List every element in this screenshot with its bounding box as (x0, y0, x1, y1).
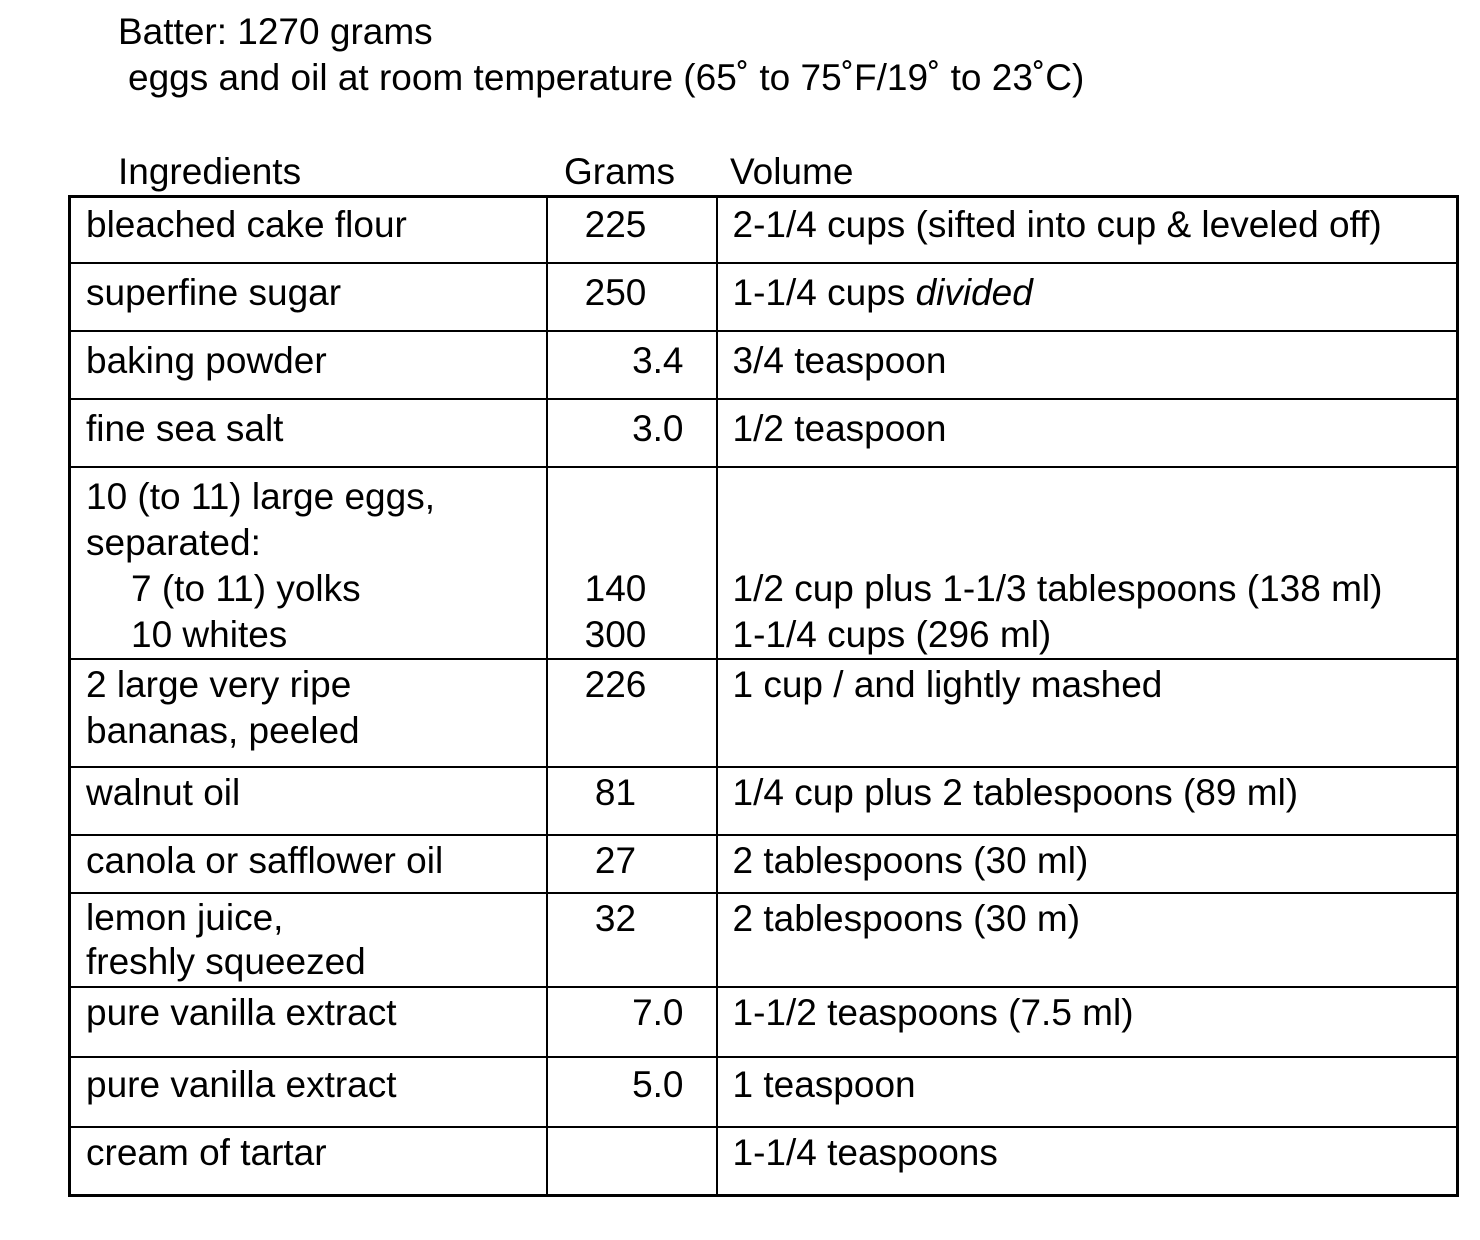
table-row (70, 197, 1458, 263)
grams-cell: 81 (547, 767, 717, 835)
ingredient-cell: walnut oil (70, 767, 547, 835)
table-row (70, 767, 1458, 835)
volume-cell: 1-1/2 teaspoons (7.5 ml) (717, 987, 1458, 1057)
grams-cell: 3.4 (547, 331, 717, 399)
volume-cell: 3/4 teaspoon (717, 331, 1458, 399)
subitem-yolks: 7 (to 11) yolks (131, 567, 361, 609)
column-header-ingredients: Ingredients (118, 151, 302, 192)
ingredient-cell (70, 893, 547, 987)
ingredients-table (68, 195, 1459, 1197)
grams-cell (547, 1127, 717, 1196)
volume-cell: 1/4 cup plus 2 tablespoons (89 ml) (717, 767, 1458, 835)
ingredient-cell: bleached cake flour (70, 197, 547, 263)
grams-cell: 32 (547, 893, 717, 987)
grams-cell: 7.0 (547, 987, 717, 1057)
volume-cell: 1 cup / and lightly mashed (717, 659, 1458, 767)
grams-cell: 250 (547, 263, 717, 331)
ingredient-cell: baking powder (70, 331, 547, 399)
volume-cell: 1-1/4 teaspoons (732, 1131, 998, 1173)
table-row (70, 659, 1458, 767)
volume-text: 1-1/4 cups (732, 271, 916, 313)
subitem-whites: 10 whites (131, 613, 288, 655)
ingredient-line: 10 (to 11) large eggs, (86, 475, 435, 517)
volume-cell (717, 263, 1458, 331)
volume-yolks: 1/2 cup plus 1-1/3 tablespoons (138 ml) (732, 567, 1383, 609)
grams-cell: 225 (547, 197, 717, 263)
volume-cell: 2-1/4 cups (sifted into cup & leveled off) (717, 197, 1458, 263)
ingredient-cell: pure vanilla extract (70, 987, 547, 1057)
table-row (70, 331, 1458, 399)
ingredient-cell (70, 659, 547, 767)
volume-cell: 2 tablespoons (30 ml) (717, 835, 1458, 893)
table-row (70, 399, 1458, 467)
ingredient-line: separated: (86, 521, 261, 563)
table-row (70, 1057, 1458, 1127)
ingredient-line: bananas, peeled (86, 709, 360, 751)
ingredient-cell: canola or safflower oil (70, 835, 547, 893)
ingredient-cell: fine sea salt (70, 399, 547, 467)
ingredient-line: 2 large very ripe (86, 663, 352, 705)
volume-cell (717, 467, 1458, 659)
grams-cell: 27 (547, 835, 717, 893)
batter-weight: 1270 grams (227, 11, 433, 52)
ingredient-line: lemon juice, (86, 896, 284, 938)
ingredient-cell: pure vanilla extract (70, 1057, 547, 1127)
grams-cell: 226 (547, 659, 717, 767)
volume-whites: 1-1/4 cups (296 ml) (732, 613, 1052, 655)
grams-cell (547, 467, 717, 659)
volume-cell: 2 tablespoons (30 m) (717, 893, 1458, 987)
grams-cell: 5.0 (547, 1057, 717, 1127)
table-row (70, 1127, 1458, 1196)
ingredient-line: freshly squeezed (86, 940, 366, 982)
volume-cell: 1 teaspoon (717, 1057, 1458, 1127)
volume-italic-note: divided (915, 271, 1033, 313)
table-row (70, 987, 1458, 1057)
ingredient-cell: superfine sugar (70, 263, 547, 331)
grams-yolks: 140 (584, 567, 647, 609)
table-row (70, 835, 1458, 893)
batter-heading: Batter: 1270 grams (118, 11, 433, 52)
ingredient-cell: cream of tartar (70, 1127, 547, 1196)
column-header-volume: Volume (730, 151, 854, 192)
grams-whites: 300 (584, 613, 647, 655)
ingredient-cell (70, 467, 547, 659)
grams-cell: 3.0 (547, 399, 717, 467)
volume-cell: 1/2 teaspoon (717, 399, 1458, 467)
table-row (70, 467, 1458, 659)
table-row (70, 263, 1458, 331)
column-header-grams: Grams (564, 151, 675, 192)
batter-label: Batter (118, 11, 217, 52)
temperature-note: eggs and oil at room temperature (65˚ to 75˚F/19˚ to 23˚C) (128, 57, 1085, 98)
table-row (70, 893, 1458, 987)
